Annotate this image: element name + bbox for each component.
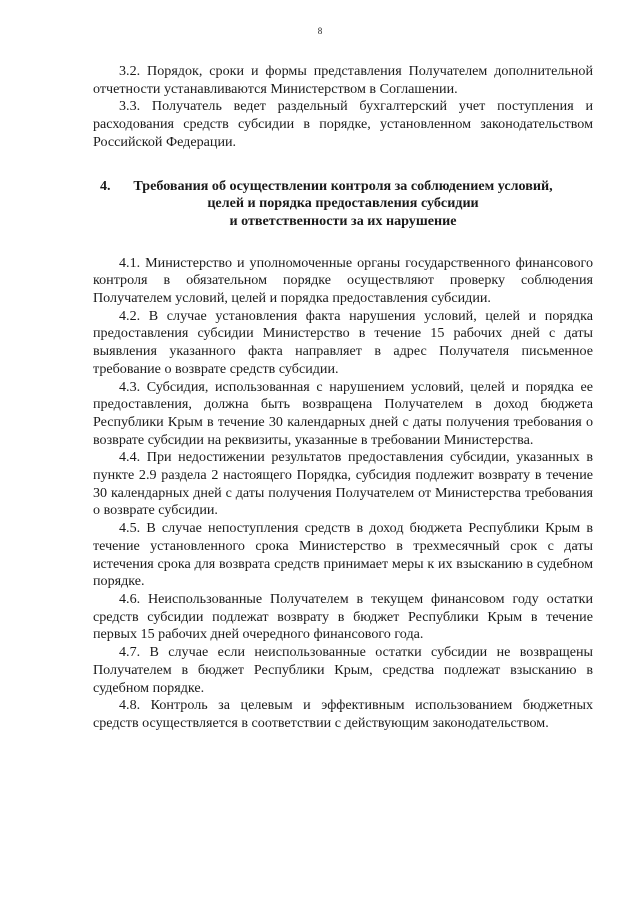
section-title-line-1: Требования об осуществлении контроля за соблюдением условий,: [133, 177, 553, 194]
paragraph-3-2: 3.2. Порядок, сроки и формы представления Получателем дополнительной отчетности устанавливаются Министерством в Соглашении.: [93, 63, 593, 97]
document-body: [93, 63, 593, 733]
paragraph-4-8: 4.8. Контроль за целевым и эффективным использованием бюджетных средств осуществляется в соответствии с действующим законодательством.: [93, 697, 593, 731]
page-number: 8: [317, 26, 323, 36]
paragraph-4-5: 4.5. В случае непоступления средств в доход бюджета Республики Крым в течение установленного срока Министерство в трехмесячный срок с даты истечения срока для возврата средств принимает меры к их взысканию в судебном порядке.: [93, 520, 593, 590]
section-title-line-2: целей и порядка предоставления субсидии: [207, 195, 479, 212]
paragraph-4-2: 4.2. В случае установления факта нарушения условий, целей и порядка предоставления субсидии Министерство в течение 15 рабочих дней с даты выявления указанного факта направляет в адрес Получателя письменное требование о возврате средств субсидии.: [93, 307, 593, 377]
paragraph-4-3: 4.3. Субсидия, использованная с нарушением условий, целей и порядка ее предоставления, должна быть возвращена Получателем в доход бюджета Республики Крым в течение 30 календарных дней с даты получения требования о возврате субсидии на реквизиты, указанные в требовании Министерства.: [93, 378, 593, 448]
paragraph-4-6: 4.6. Неиспользованные Получателем в текущем финансовом году остатки средств субсидии подлежат возврату в бюджет Республики Крым в течение первых 15 рабочих дней очередного финансового года.: [93, 590, 593, 643]
section-4-heading: [93, 178, 593, 231]
section-number: 4.: [100, 177, 111, 194]
paragraph-4-4: 4.4. При недостижении результатов предоставления субсидии, указанных в пункте 2.9 раздела 2 настоящего Порядка, субсидия подлежит возврату в течение 30 календарных дней с даты получения Получателем от Министерства требования о возврате субсидии.: [93, 449, 593, 519]
paragraph-4-1: 4.1. Министерство и уполномоченные органы государственного финансового контроля в обязательном порядке осуществляют проверку соблюдения Получателем условий, целей и порядка предоставления субсидии.: [93, 254, 593, 307]
paragraph-3-3: 3.3. Получатель ведет раздельный бухгалтерский учет поступления и расходования средств субсидии в порядке, установленном законодательством Российской Федерации.: [93, 98, 593, 150]
paragraph-4-7: 4.7. В случае если неиспользованные остатки субсидии не возвращены Получателем в бюджет Республики Крым, средства подлежат взысканию в судебном порядке.: [93, 644, 593, 696]
section-title-line-3: и ответственности за их нарушение: [229, 212, 457, 229]
